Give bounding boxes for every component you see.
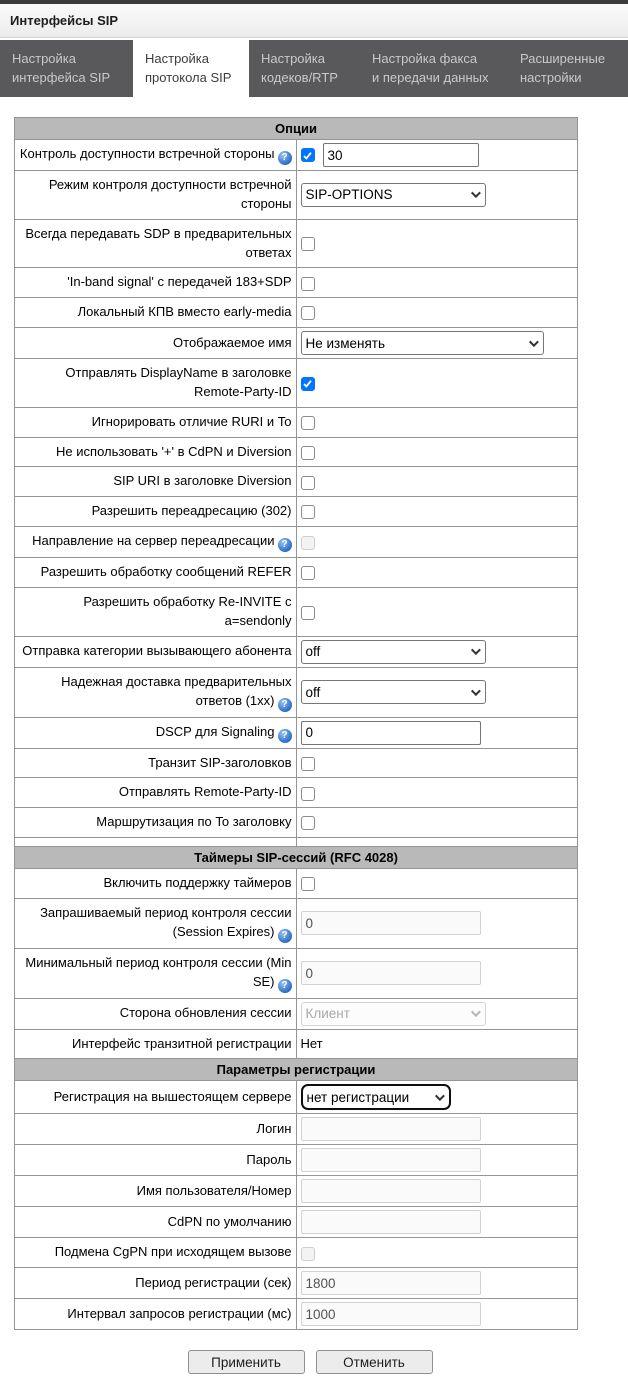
field-label-cell [15,998,297,1029]
table-row [15,527,578,558]
text-input [301,1148,481,1172]
help-icon[interactable]: ? [278,698,292,712]
spacer-cell [15,838,297,847]
table-row [15,948,578,998]
table-row [15,778,578,808]
field-control-cell [296,497,578,527]
tab-label-line: Расширенные [520,51,606,66]
field-label: Минимальный период контроля сессии (Min SE) [25,954,292,989]
cancel-button[interactable]: Отменить [316,1350,433,1374]
section-header-row [15,118,578,140]
help-icon[interactable]: ? [278,729,292,743]
field-label-cell [15,667,297,717]
table-row [15,171,578,220]
field-control-cell [296,407,578,437]
field-label-cell [15,869,297,899]
field-label-cell [15,497,297,527]
select-value: нет регистрации [306,1089,410,1105]
table-row [15,298,578,328]
tab-bar [0,40,628,97]
field-label: Локальный КПВ вместо early-media [77,304,292,320]
field-control-cell [296,219,578,268]
field-label-cell [15,948,297,998]
field-label: Разрешить обработку сообщений REFER [40,564,292,580]
select-dropdown[interactable] [301,1084,451,1110]
field-label: Включить поддержку таймеров [103,875,292,891]
field-label: Интерфейс транзитной регистрации [72,1035,292,1051]
field-label: Не использовать '+' в CdPN и Diversion [56,443,292,459]
field-label-cell [15,407,297,437]
field-control-cell [296,171,578,220]
select-value: SIP-OPTIONS [305,187,393,203]
field-label-cell [15,1268,297,1299]
checkbox[interactable] [301,787,315,801]
field-label-cell [15,1081,297,1114]
section-header-row [15,847,578,869]
field-label-cell [15,527,297,558]
tab-label-line: Настройка факса [372,51,478,66]
field-label-cell [15,268,297,298]
tab-label-line: Настройка [145,51,209,66]
checkbox[interactable] [301,306,315,320]
select-value: Клиент [305,1006,350,1022]
table-row [15,1114,578,1145]
field-control-cell [296,1145,578,1176]
checkbox [301,536,315,550]
help-icon[interactable]: ? [278,151,292,165]
tab-fax-data-settings[interactable] [360,40,508,97]
table-row [15,808,578,838]
field-label: SIP URI в заголовке Diversion [113,473,292,489]
select-value: Не изменять [305,335,386,351]
field-label-cell [15,748,297,778]
field-control-cell [296,1081,578,1114]
tab-label-line: и передачи данных [372,70,489,85]
tab-label-line: Настройка [261,51,325,66]
field-label: Имя пользователя/Номер [136,1182,292,1198]
tab-label-line: интерфейса SIP [12,70,111,85]
field-label: Регистрация на вышестоящем сервере [53,1088,292,1104]
field-control-cell [296,328,578,359]
field-label-cell [15,1176,297,1207]
field-label: Контроль доступности встречной стороны [19,146,275,161]
field-label-cell [15,328,297,359]
select-dropdown[interactable] [301,640,486,664]
page-title: Интерфейсы SIP [10,13,119,28]
field-control-cell [296,437,578,467]
field-label: Логин [256,1120,292,1136]
field-label: Режим контроля доступности встречной стороны [48,177,292,211]
field-control-cell [296,467,578,497]
tab-label-line: протокола SIP [145,70,232,85]
text-input [301,1179,481,1203]
field-label-cell [15,1114,297,1145]
table-row [15,667,578,717]
field-label: Игнорировать отличие RURI и To [91,413,292,429]
table-row [15,717,578,748]
chevron-down-icon [528,337,538,347]
field-control-cell [296,1114,578,1145]
apply-button[interactable]: Применить [188,1350,305,1374]
checkbox[interactable] [301,237,315,251]
table-row [15,558,578,588]
table-row [15,1145,578,1176]
content-area [0,97,628,1374]
checkbox [301,1247,315,1261]
select-dropdown[interactable] [301,331,544,355]
text-input [301,1271,481,1295]
field-label: Надежная доставка предварительных ответов (1xx) [61,673,292,708]
table-row [15,467,578,497]
text-input[interactable] [323,143,479,167]
field-label-cell [15,1207,297,1238]
field-control-cell [296,1268,578,1299]
table-row [15,437,578,467]
select-dropdown[interactable] [301,680,486,704]
field-label: Пароль [246,1151,292,1167]
field-label-cell [15,1299,297,1330]
field-control-cell [296,140,578,171]
field-label-cell [15,140,297,171]
checkbox[interactable] [301,416,315,430]
field-label: Направление на сервер переадресации [32,533,275,549]
field-control-cell [296,1238,578,1268]
chevron-down-icon [434,1091,444,1101]
field-control-cell [296,717,578,748]
spacer-cell [296,838,578,847]
field-control-cell [296,636,578,667]
field-label-cell [15,898,297,948]
table-row [15,407,578,437]
section-title: Параметры регистрации [15,1059,578,1081]
field-label: Разрешить обработку Re-INVITE с a=sendonly [83,593,292,628]
help-icon[interactable]: ? [278,979,292,993]
table-row [15,1268,578,1299]
checkbox[interactable] [301,566,315,580]
field-label-cell [15,587,297,636]
table-row [15,636,578,667]
checkbox[interactable] [301,446,315,460]
select-value: off [305,684,321,700]
field-label: Запрашиваемый период контроля сессии (Session Expires) [40,904,292,939]
field-control-cell [296,748,578,778]
field-label-cell [15,1145,297,1176]
checkbox-checked[interactable] [301,148,315,162]
section-title: Таймеры SIP-сессий (RFC 4028) [15,847,578,869]
chevron-down-icon [470,645,480,655]
field-control-cell [296,268,578,298]
help-icon[interactable]: ? [278,538,292,552]
table-row [15,748,578,778]
help-icon[interactable]: ? [278,929,292,943]
settings-table [14,117,578,1330]
chevron-down-icon [470,188,480,198]
field-label: Всегда передавать SDP в предварительных ответах [25,225,292,260]
table-row [15,1176,578,1207]
field-label-cell [15,219,297,268]
table-row [15,497,578,527]
tab-label-line: настройки [520,70,582,85]
table-row [15,1299,578,1330]
field-label: DSCP для Signaling [155,723,275,739]
text-input[interactable] [301,721,481,745]
table-row [15,140,578,171]
field-label-cell [15,1238,297,1268]
field-label-cell [15,298,297,328]
chevron-down-icon [470,686,480,696]
field-control-cell [296,869,578,899]
table-row [15,1207,578,1238]
checkbox[interactable] [301,277,315,291]
text-input [301,1302,481,1326]
checkbox[interactable] [301,816,315,830]
table-row [15,219,578,268]
select-dropdown[interactable] [301,183,486,207]
table-row [15,587,578,636]
field-label-cell [15,467,297,497]
field-control-cell [296,298,578,328]
text-input [301,1117,481,1141]
tab-sip-interface-settings[interactable] [0,40,133,97]
static-value: Нет [300,1036,323,1052]
tab-advanced-settings[interactable] [508,40,628,97]
table-row [15,838,578,847]
field-label-cell [15,1029,297,1059]
checkbox[interactable] [301,757,315,771]
table-row [15,1238,578,1268]
field-control-cell [296,527,578,558]
tab-label-line: кодеков/RTP [261,70,338,85]
table-row [15,898,578,948]
table-row [15,1081,578,1114]
field-control-cell [296,587,578,636]
field-label: 'In-band signal' с передачей 183+SDP [67,274,292,290]
table-row [15,328,578,359]
chevron-down-icon [470,1007,480,1017]
field-control-cell [296,1176,578,1207]
field-control-cell [296,808,578,838]
field-label: Сторона обновления сессии [119,1005,292,1021]
field-label: Маршрутизация по To заголовку [96,814,292,830]
field-label-cell [15,636,297,667]
text-input [301,1210,481,1234]
field-control-cell [296,998,578,1029]
field-label: Интервал запросов регистрации (мс) [67,1305,292,1321]
field-control-cell [296,359,578,408]
field-label-cell [15,808,297,838]
field-control-cell [296,558,578,588]
tab-sip-protocol-settings[interactable] [133,40,249,97]
field-label: CdPN по умолчанию [167,1213,292,1229]
field-label: Разрешить переадресацию (302) [91,503,292,519]
text-input [301,911,481,935]
checkbox[interactable] [301,606,315,620]
field-control-cell [296,1207,578,1238]
table-row [15,359,578,408]
field-control-cell [296,778,578,808]
tab-codecs-rtp-settings[interactable] [249,40,360,97]
field-label-cell [15,437,297,467]
checkbox[interactable] [301,476,315,490]
field-label-cell [15,359,297,408]
field-label: Отправлять Remote-Party-ID [118,784,292,800]
field-control-cell [296,898,578,948]
checkbox[interactable] [301,505,315,519]
table-row [15,1029,578,1059]
tab-label-line: Настройка [12,51,76,66]
table-row [15,998,578,1029]
field-label-cell [15,558,297,588]
text-input [301,961,481,985]
table-row [15,869,578,899]
field-label-cell [15,717,297,748]
checkbox-checked[interactable] [301,377,315,391]
field-label: Отправлять DisplayName в заголовке Remote-Party-ID [65,365,292,399]
field-label: Отображаемое имя [173,334,292,350]
page-header [0,4,628,38]
field-control-cell [296,1299,578,1330]
select-dropdown [301,1002,486,1026]
field-control-cell [296,1029,578,1059]
checkbox[interactable] [301,877,315,891]
select-value: off [305,644,321,660]
form-buttons [28,1350,592,1374]
field-label: Период регистрации (сек) [135,1274,292,1290]
field-label-cell [15,778,297,808]
field-label-cell [15,171,297,220]
section-title: Опции [15,118,578,140]
section-header-row [15,1059,578,1081]
field-label: Подмена CgPN при исходящем вызове [54,1244,292,1260]
field-control-cell [296,667,578,717]
table-row [15,268,578,298]
field-label: Транзит SIP-заголовков [148,754,292,770]
field-control-cell [296,948,578,998]
field-label: Отправка категории вызывающего абонента [22,643,292,659]
